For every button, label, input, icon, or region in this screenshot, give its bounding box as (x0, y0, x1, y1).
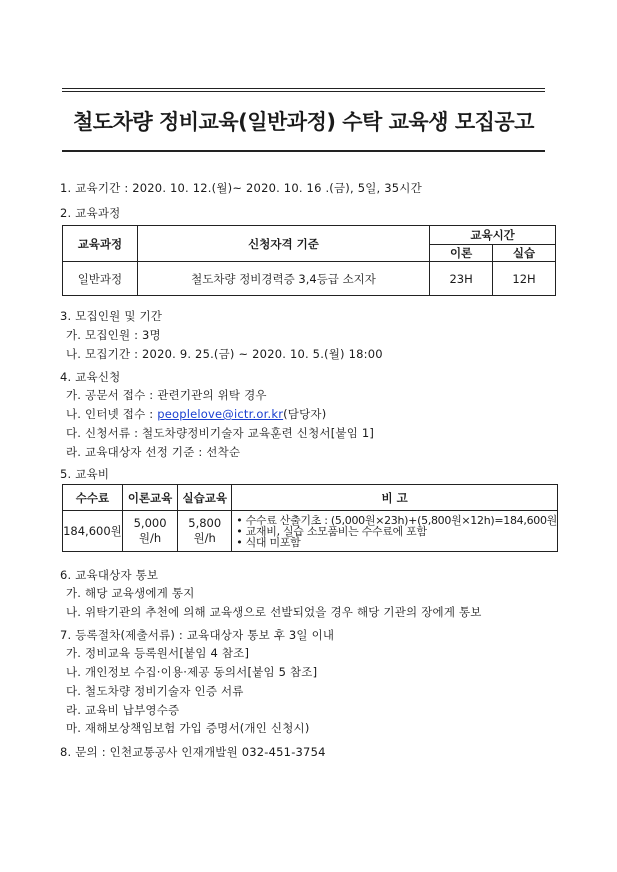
section-6b: 나. 위탁기관의 추천에 의해 교육생으로 선발되었을 경우 해당 기관의 장에게 통보 (66, 605, 482, 619)
section-8-contact: 8. 문의 : 인천교통공사 인재개발원 032-451-3754 (60, 745, 326, 759)
theory-edu-header: 이론교육 (122, 485, 177, 511)
section-4a: 가. 공문서 접수 : 관련기관의 위탁 경우 (66, 388, 267, 402)
course-header: 교육과정 (63, 226, 138, 262)
section-7-heading: 7. 등록절차(제출서류) : 교육대상자 통보 후 3일 이내 (60, 628, 335, 642)
section-7a: 가. 정비교육 등록원서[붙임 4 참조] (66, 646, 250, 660)
section-4b-label: 나. 인터넷 접수 : (66, 407, 158, 421)
section-2-heading: 2. 교육과정 (60, 206, 121, 220)
fee-header: 수수료 (63, 485, 123, 511)
note-item: • 교재비, 실습 소모품비는 수수료에 포함 (236, 524, 427, 538)
section-4d: 라. 교육대상자 선정 기준 : 선착순 (66, 445, 241, 459)
theory-rate-cell: 5,000원/h (122, 511, 177, 552)
practice-rate-cell: 5,800원/h (178, 511, 232, 552)
practice-edu-header: 실습교육 (178, 485, 232, 511)
section-4c: 다. 신청서류 : 철도차량정비기술자 교육훈련 신청서[붙임 1] (66, 426, 375, 440)
practice-header: 실습 (493, 245, 556, 262)
section-3b: 나. 모집기간 : 2020. 9. 25.(금) ~ 2020. 10. 5.(월) 18:00 (66, 347, 383, 361)
page-title: 철도차량 정비교육(일반과정) 수탁 교육생 모집공고 (73, 110, 534, 134)
email-link[interactable]: peoplelove@ictr.or.kr (157, 407, 284, 421)
fee-cell: 184,600원 (63, 511, 123, 552)
section-6-heading: 6. 교육대상자 통보 (60, 568, 159, 582)
section-7d: 라. 교육비 납부영수증 (66, 703, 180, 717)
theory-header: 이론 (430, 245, 493, 262)
table-row (63, 262, 556, 296)
section-7e: 마. 재해보상책임보험 가입 증명서(개인 신청시) (66, 721, 310, 735)
course-table (62, 225, 556, 296)
table-row (63, 511, 558, 552)
qualification-header: 신청자격 기준 (137, 226, 429, 262)
note-cell (232, 511, 558, 552)
theory-hours-cell: 23H (430, 262, 493, 296)
course-cell: 일반과정 (63, 262, 138, 296)
note-item: • 식대 미포함 (236, 535, 301, 549)
section-4-heading: 4. 교육신청 (60, 370, 121, 384)
fee-table (62, 484, 558, 552)
note-item: • 수수료 산출기초 : (5,000원×23h)+(5,800원×12h)=184,600원 (236, 513, 557, 527)
note-header: 비 고 (232, 485, 558, 511)
section-5-heading: 5. 교육비 (60, 467, 110, 481)
section-6a: 가. 해당 교육생에게 통지 (66, 586, 195, 600)
section-4b-suffix: (담당자) (283, 407, 327, 421)
practice-hours-cell: 12H (493, 262, 556, 296)
section-7c: 다. 철도차량 정비기술자 인증 서류 (66, 684, 244, 698)
section-4b (66, 406, 326, 422)
top-rule-1 (62, 88, 545, 89)
time-header: 교육시간 (430, 226, 556, 245)
qualification-cell: 철도차량 정비경력증 3,4등급 소지자 (137, 262, 429, 296)
section-7b: 나. 개인정보 수집·이용·제공 동의서[붙임 5 참조] (66, 665, 318, 679)
section-1-period: 1. 교육기간 : 2020. 10. 12.(월)~ 2020. 10. 16 .(금), 5일, 35시간 (60, 181, 422, 195)
title-box (62, 92, 545, 152)
section-3-heading: 3. 모집인원 및 기간 (60, 309, 163, 323)
section-3a: 가. 모집인원 : 3명 (66, 328, 161, 342)
